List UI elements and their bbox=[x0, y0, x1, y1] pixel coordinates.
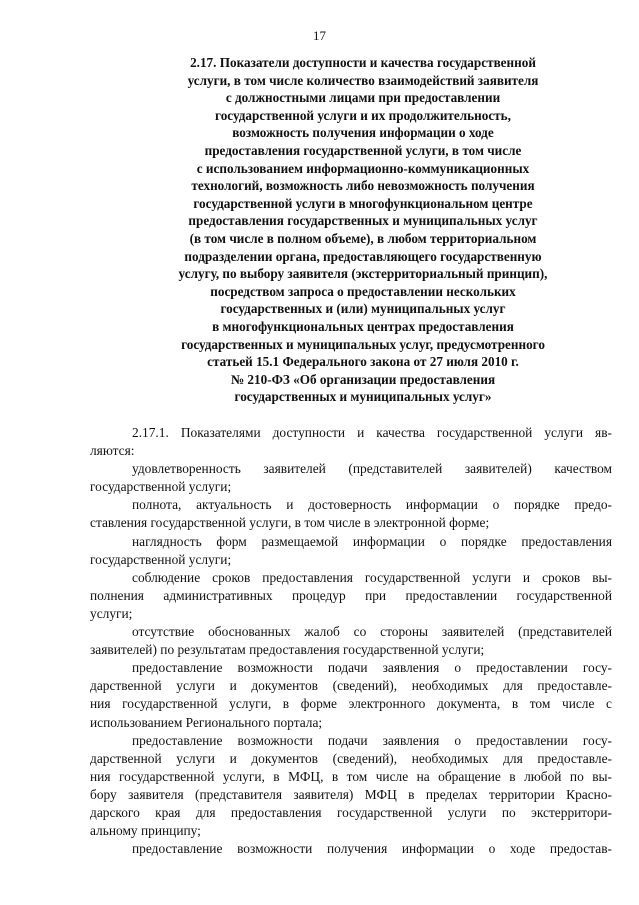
heading-line: 2.17. Показатели доступности и качества государственной bbox=[190, 55, 536, 70]
body-line: использованием Регионального портала; bbox=[90, 714, 323, 730]
body-line: дарского края для предоставления государственной услуги по экстерритори- bbox=[90, 804, 612, 820]
body-line: ния государственной услуги, в МФЦ, в том числе на обращение в любой по вы- bbox=[90, 768, 612, 784]
body-line: соблюдение сроков предоставления государственной услуги и сроков вы- bbox=[132, 569, 612, 585]
heading-line: услугу, по выбору заявителя (экстерриториальный принцип), bbox=[178, 266, 548, 282]
body-line: ляются: bbox=[90, 443, 135, 459]
body-line: 2.17.1. Показателями доступности и качества государственной услуги яв- bbox=[132, 425, 612, 440]
body-line: ния государственной услуги, в форме электронного документа, в том числе с bbox=[90, 696, 612, 712]
body-line: государственной услуги; bbox=[90, 551, 232, 567]
page-number: 17 bbox=[313, 28, 326, 43]
heading-line: государственной услуги в многофункциональном центре bbox=[193, 195, 533, 211]
body-line: наглядность форм размещаемой информации о порядке предоставления bbox=[132, 533, 612, 549]
heading-line: государственных и муниципальных услуг, предусмотренного bbox=[181, 336, 545, 352]
body-line: отсутствие обоснованных жалоб со стороны заявителей (представителей bbox=[132, 624, 612, 640]
body-line: альному принципу; bbox=[90, 823, 201, 839]
body-line: бору заявителя (представителя заявителя) МФЦ в пределах территории Красно- bbox=[90, 786, 612, 802]
heading-line: государственных и муниципальных услуг» bbox=[234, 389, 492, 405]
heading-line: государственных и (или) муниципальных услуг bbox=[220, 301, 506, 317]
body-line: предоставление возможности получения информации о ходе предостав- bbox=[132, 841, 612, 857]
heading-line: (в том числе в полном объеме), в любом территориальном bbox=[189, 230, 537, 246]
body-line: предоставление возможности подачи заявления о предоставлении госу- bbox=[132, 660, 612, 676]
heading-line: статьей 15.1 Федерального закона от 27 июля 2010 г. bbox=[207, 354, 519, 370]
heading-line: в многофункциональных центрах предоставления bbox=[212, 318, 514, 334]
body-line: ставления государственной услуги, в том числе в электронной форме; bbox=[90, 515, 490, 531]
heading-line: предоставления государственных и муниципальных услуг bbox=[188, 213, 538, 229]
body-line: полнения административных процедур при предоставлении государственной bbox=[90, 587, 612, 603]
heading-line: возможность получения информации о ходе bbox=[232, 125, 494, 141]
body-line: государственной услуги; bbox=[90, 479, 232, 495]
heading-line: с использованием информационно-коммуникационных bbox=[196, 160, 530, 176]
heading-line: услуги, в том числе количество взаимодействий заявителя bbox=[187, 72, 539, 88]
heading-line: № 210-ФЗ «Об организации предоставления bbox=[230, 371, 496, 387]
body-line: удовлетворенность заявителей (представителей заявителей) качеством bbox=[132, 461, 612, 477]
body-line: заявителей) по результатам предоставления государственной услуги; bbox=[90, 642, 485, 658]
heading-line: государственной услуги и их продолжительность, bbox=[215, 107, 511, 123]
body-line: дарственной услуги и документов (сведений), необходимых для предоставле- bbox=[90, 750, 612, 766]
body-line: предоставление возможности подачи заявления о предоставлении госу- bbox=[132, 732, 612, 748]
body-text bbox=[90, 424, 612, 858]
body-line: дарственной услуги и документов (сведений), необходимых для предоставле- bbox=[90, 678, 612, 694]
body-line: полнота, актуальность и достоверность информации о порядке предо- bbox=[132, 497, 612, 513]
section-heading bbox=[138, 54, 588, 406]
body-line: услуги; bbox=[90, 605, 133, 621]
heading-line: технологий, возможность либо невозможность получения bbox=[191, 178, 535, 194]
heading-line: предоставления государственной услуги, в том числе bbox=[204, 142, 522, 158]
heading-line: подразделении органа, предоставляющего государственную bbox=[184, 248, 542, 264]
heading-line: посредством запроса о предоставлении нескольких bbox=[210, 283, 516, 299]
heading-line: с должностными лицами при предоставлении bbox=[225, 90, 501, 106]
